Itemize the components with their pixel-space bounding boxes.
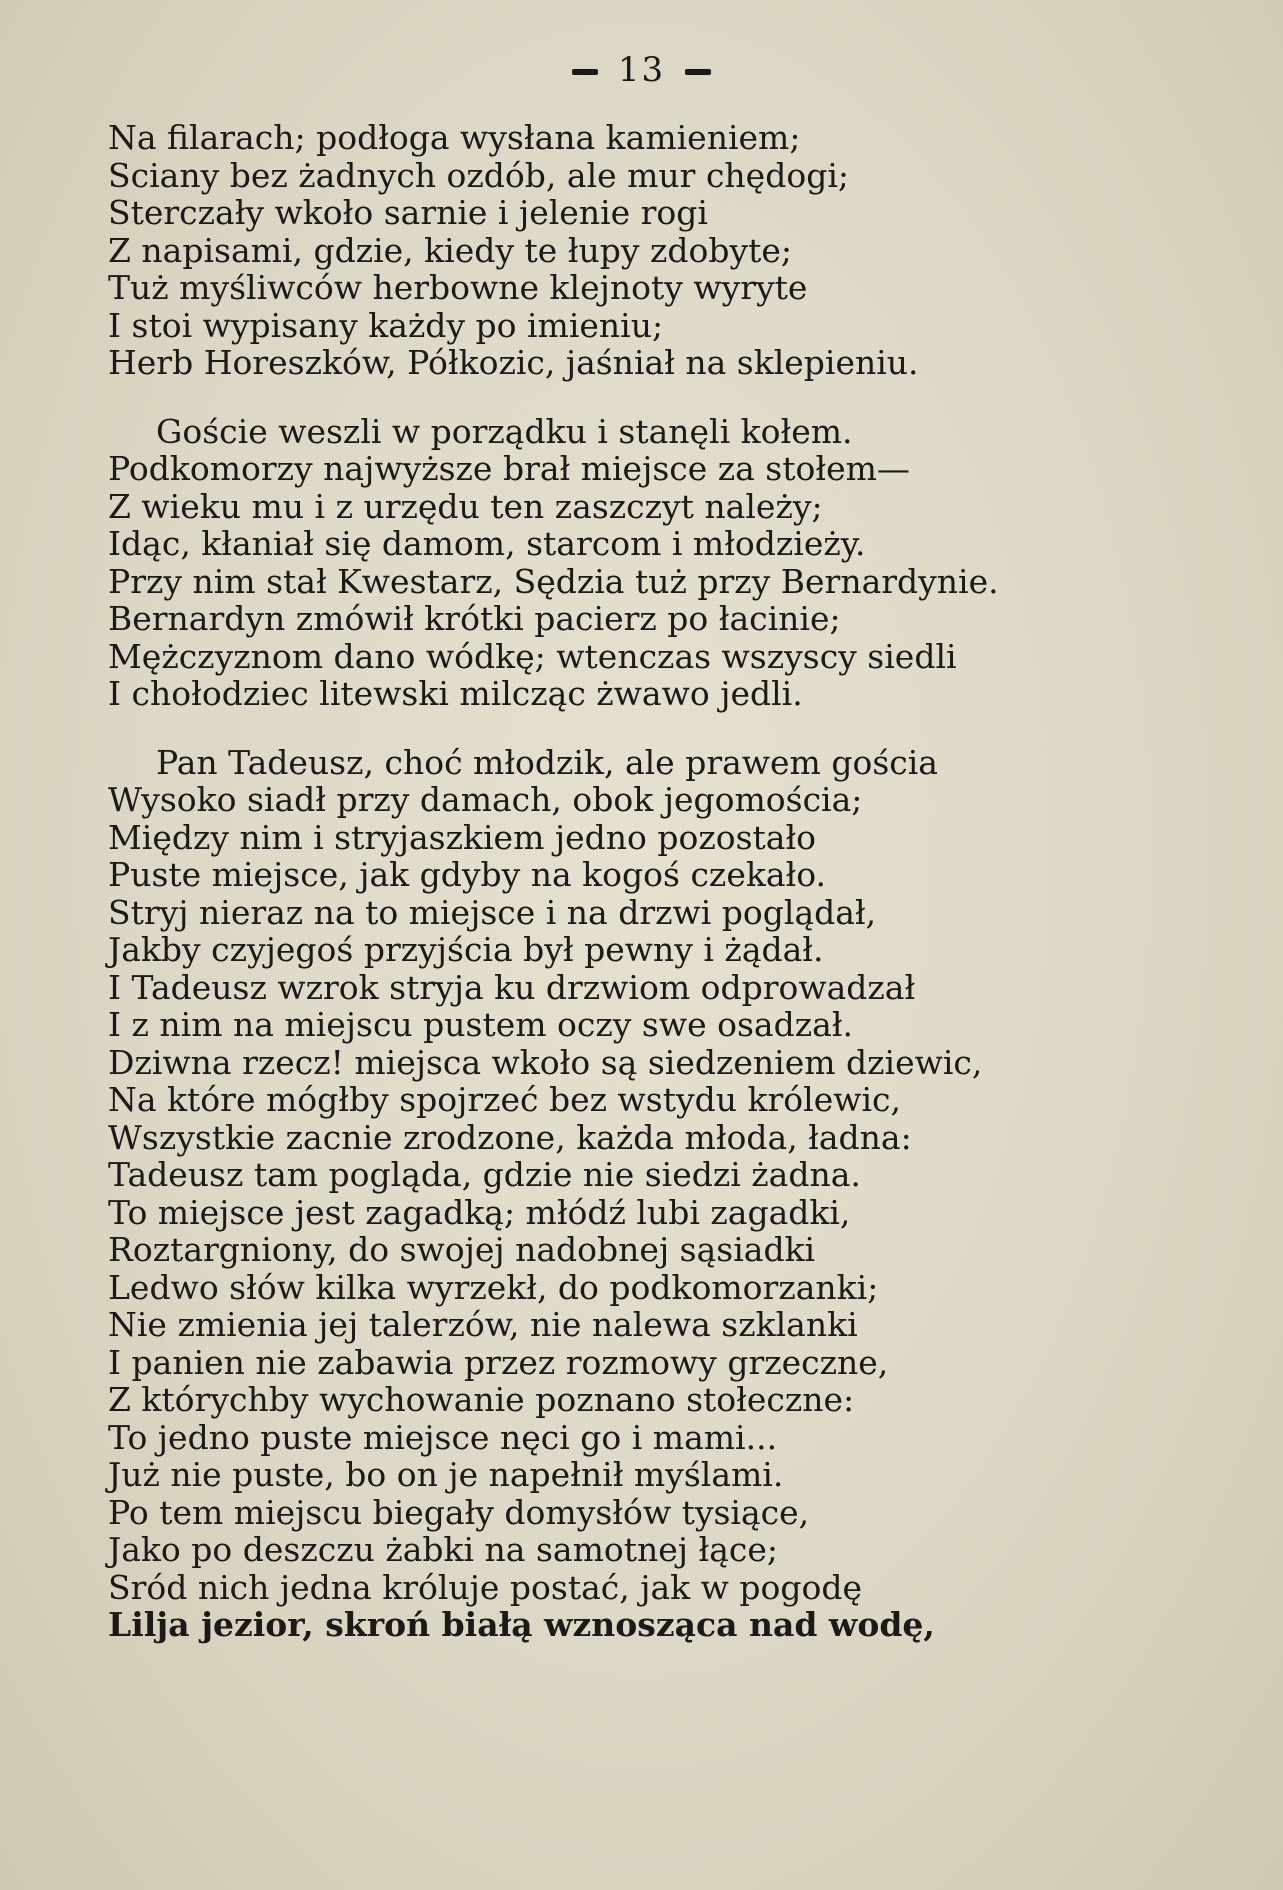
verse-line: I chołodziec litewski milcząc żwawo jedli. bbox=[108, 674, 803, 713]
verse-line: To jedno puste miejsce nęci go i mami... bbox=[108, 1417, 778, 1457]
page-number-dash-right bbox=[685, 69, 711, 75]
page-number-dash-left bbox=[572, 69, 598, 75]
stanza-3 bbox=[108, 744, 1238, 1644]
stanza-1 bbox=[108, 119, 1238, 382]
verse-line: Z którychby wychowanie poznano stołeczne: bbox=[108, 1380, 855, 1419]
verse-line: I z nim na miejscu pustem oczy swe osadzał. bbox=[108, 1005, 853, 1044]
verse-line: Na które mógłby spojrzeć bez wstydu królewic, bbox=[108, 1080, 901, 1119]
verse-line: Tadeusz tam pogląda, gdzie nie siedzi żadna. bbox=[108, 1155, 861, 1194]
verse-line: Przy nim stał Kwestarz, Sędzia tuż przy Bernardynie. bbox=[108, 561, 999, 601]
verse-line: I stoi wypisany każdy po imieniu; bbox=[108, 305, 664, 345]
poem-text bbox=[108, 119, 1238, 1644]
verse-line: Między nim i stryjaszkiem jedno pozostało bbox=[108, 817, 817, 857]
verse-line: Sciany bez żadnych ozdób, ale mur chędogi; bbox=[108, 155, 850, 195]
verse-line: Idąc, kłaniał się damom, starcom i młodzieży. bbox=[108, 524, 866, 563]
verse-line: Nie zmienia jej talerzów, nie nalewa szklanki bbox=[108, 1305, 858, 1344]
verse-line: Na filarach; podłoga wysłana kamieniem; bbox=[108, 118, 801, 157]
verse-line: Roztargniony, do swojej nadobnej sąsiadki bbox=[108, 1230, 816, 1269]
page-number bbox=[0, 50, 1283, 90]
verse-line: I panien nie zabawia przez rozmowy grzeczne, bbox=[108, 1342, 889, 1382]
verse-line: Z napisami, gdzie, kiedy te łupy zdobyte; bbox=[108, 230, 793, 270]
verse-line: Jako po deszczu żabki na samotnej łące; bbox=[108, 1530, 779, 1569]
verse-line: Stryj nieraz na to miejsce i na drzwi poglądał, bbox=[108, 892, 877, 932]
verse-line: To miejsce jest zagadką; młódź lubi zagadki, bbox=[108, 1192, 851, 1232]
verse-line: Po tem miejscu biegały domysłów tysiące, bbox=[108, 1492, 810, 1532]
verse-line: Podkomorzy najwyższe brał miejsce za stołem— bbox=[108, 449, 910, 488]
verse-line: Lilja jezior, skroń białą wznosząca nad wodę, bbox=[108, 1605, 935, 1644]
verse-line: Herb Horeszków, Półkozic, jaśniał na sklepieniu. bbox=[108, 343, 919, 382]
verse-line: Wysoko siadł przy damach, obok jegomościa; bbox=[108, 780, 863, 819]
stanza-2 bbox=[108, 413, 1238, 713]
page-number-text: 13 bbox=[617, 50, 666, 90]
verse-line: Ledwo słów kilka wyrzekł, do podkomorzanki; bbox=[108, 1267, 879, 1307]
verse-line: Z wieku mu i z urzędu ten zaszczyt należy; bbox=[108, 486, 823, 526]
verse-line: Sród nich jedna króluje postać, jak w pogodę bbox=[108, 1567, 862, 1607]
verse-line: Jakby czyjegoś przyjścia był pewny i żądał. bbox=[108, 930, 824, 969]
verse-line: Dziwna rzecz! miejsca wkoło są siedzeniem dziewic, bbox=[108, 1042, 983, 1082]
verse-line: Mężczyznom dano wódkę; wtenczas wszyscy siedli bbox=[108, 636, 957, 676]
verse-line: Puste miejsce, jak gdyby na kogoś czekało. bbox=[108, 855, 826, 894]
verse-line: I Tadeusz wzrok stryja ku drzwiom odprowadzał bbox=[108, 967, 916, 1007]
verse-line: Sterczały wkoło sarnie i jelenie rogi bbox=[108, 193, 708, 232]
verse-line: Bernardyn zmówił krótki pacierz po łacinie; bbox=[108, 599, 841, 638]
verse-line: Już nie puste, bo on je napełnił myślami. bbox=[108, 1455, 784, 1494]
verse-line: Wszystkie zacnie zrodzone, każda młoda, ładna: bbox=[108, 1117, 912, 1157]
verse-line: Pan Tadeusz, choć młodzik, ale prawem gościa bbox=[156, 742, 938, 782]
verse-line: Goście weszli w porządku i stanęli kołem. bbox=[156, 411, 853, 451]
verse-line: Tuż myśliwców herbowne klejnoty wyryte bbox=[108, 268, 808, 307]
